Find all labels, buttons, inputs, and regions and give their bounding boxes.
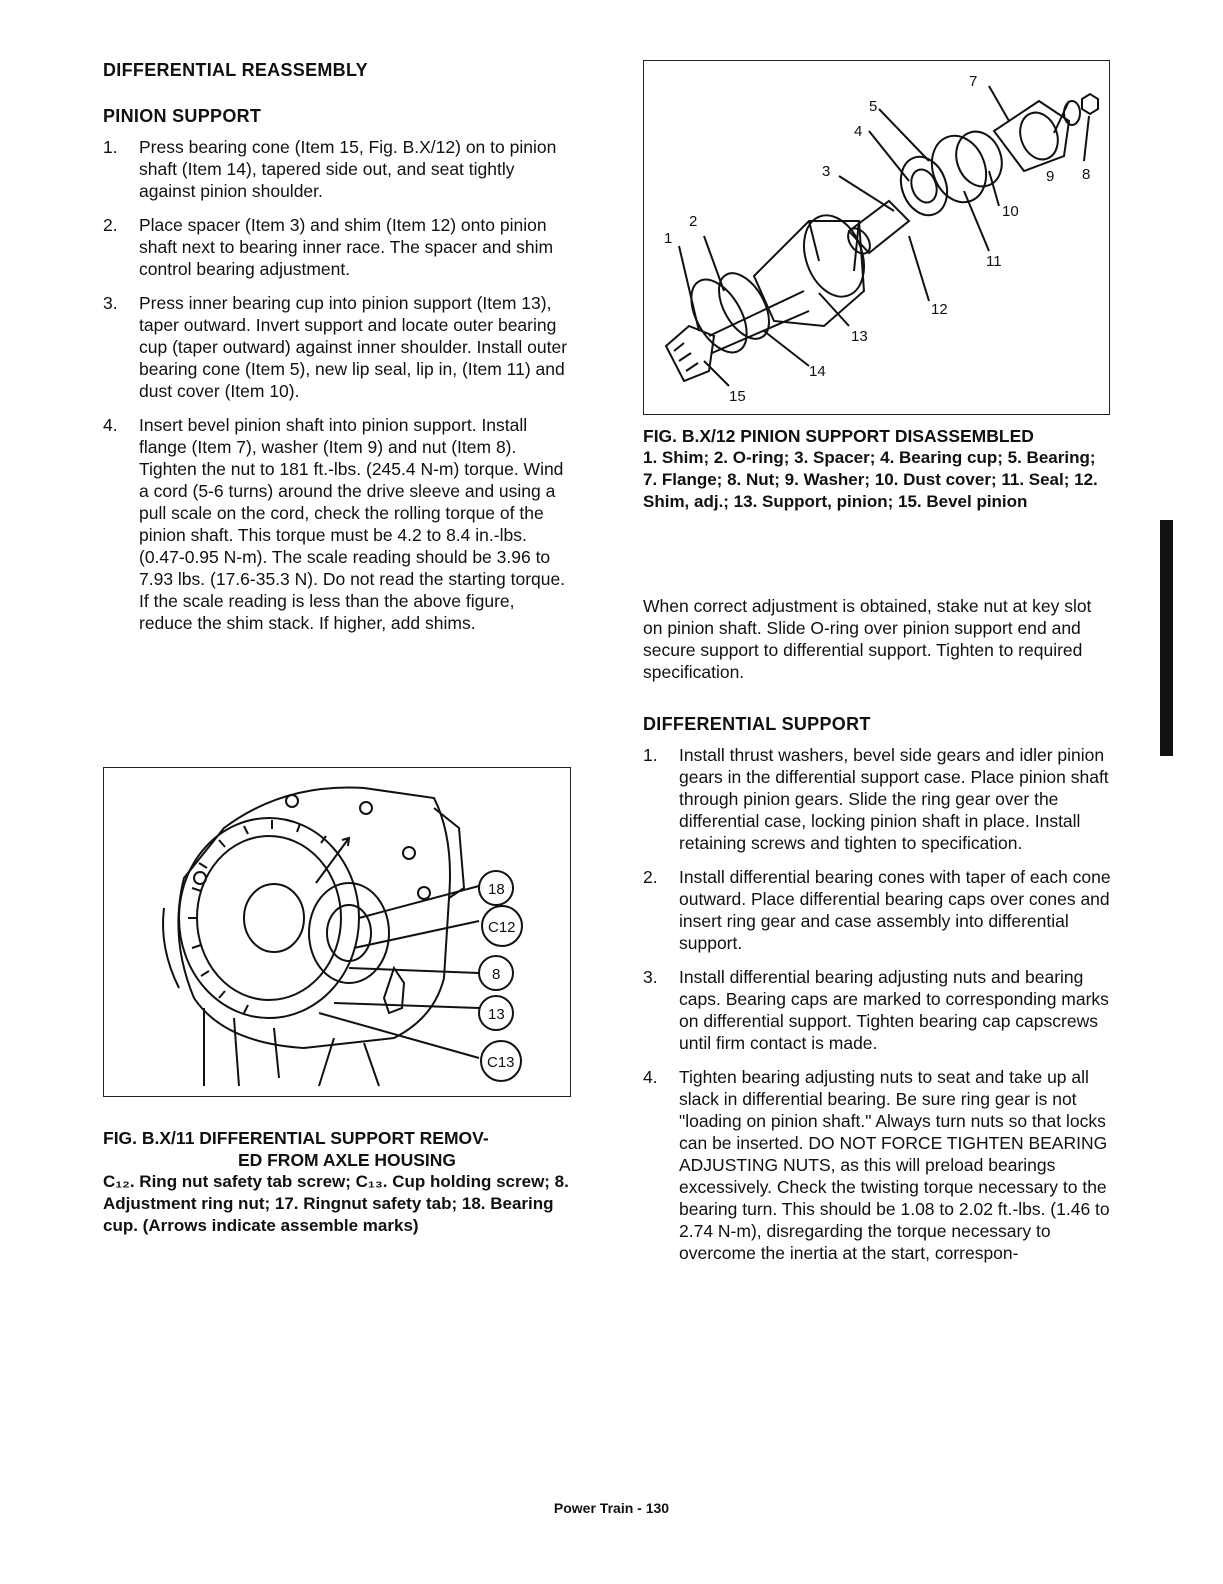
figure-pinion-support-disassembled (643, 60, 1110, 415)
figure-caption-b-x-12 (643, 425, 1111, 513)
list-item: 4. Insert bevel pinion shaft into pinion support. Install flange (Item 7), washer (Item 9) and nut (Item 8). Tighten the nut to 181 ft.-lbs. (245.4 N-m) torque. Wind a cord (5-6 turns) around the drive sleeve and using a pull scale on the cord, check the rolling torque of the pinion shaft. This torque must be 4.2 to 8.4 in.-lbs. (0.47-0.95 N-m). The scale reading should be 3.96 to 7.93 lbs. (17.6-35.3 N). Do not read the starting torque. If the scale reading is less than the above figure, reduce the shim stack. If higher, add shims. (103, 415, 566, 633)
part-label-1: 1 (664, 230, 673, 247)
figure-legend: C₁₂. Ring nut safety tab screw; C₁₃. Cup holding screw; 8. Adjustment ring nut; 17. Ringnut safety tab; 18. Bearing cup. (Arrows indicate assemble marks) (103, 1172, 569, 1235)
page-footer: Power Train - 130 (553, 1500, 670, 1516)
part-label-9: 9 (1046, 168, 1055, 185)
figure-title: FIG. B.X/11 DIFFERENTIAL SUPPORT REMOV- (103, 1128, 489, 1148)
callout-label-c13: C13 (487, 1054, 515, 1071)
figure-title-continued: ED FROM AXLE HOUSING (237, 1150, 457, 1170)
part-label-14: 14 (809, 363, 826, 380)
callout-label-8: 8 (492, 966, 501, 983)
part-label-8: 8 (1082, 166, 1091, 183)
callout-label-c12: C12 (488, 919, 516, 936)
section-heading-differential-support: DIFFERENTIAL SUPPORT (643, 714, 871, 734)
section-thumb-tab (1160, 520, 1173, 756)
callout-label-18: 18 (488, 881, 505, 898)
list-item: 1. Install thrust washers, bevel side gears and idler pinion gears in the differential support case. Place pinion shaft through pinion gears. Slide the ring gear over the differential case, locking pinion shaft in place. Install retaining screws and tighten to specification. (643, 745, 1109, 853)
list-item: 2. Place spacer (Item 3) and shim (Item 12) onto pinion shaft next to bearing inner race. The spacer and shim control bearing adjustment. (103, 215, 554, 279)
part-label-13: 13 (851, 328, 868, 345)
differential-support-illustration (104, 768, 570, 1096)
part-label-7: 7 (969, 73, 978, 90)
figure-title: FIG. B.X/12 PINION SUPPORT DISASSEMBLED (643, 426, 1034, 446)
list-item: 3. Install differential bearing adjusting nuts and bearing caps. Bearing caps are marked to corresponding marks on differential support. Tighten bearing cap capscrews until firm contact is made. (643, 967, 1109, 1053)
pinion-support-exploded-illustration (644, 61, 1109, 414)
list-item: 4. Tighten bearing adjusting nuts to seat and take up all slack in differential bearing. Be sure ring gear is not "loading on pinion shaft." Always turn nuts so that locks can be inserted. DO NOT FORCE TIGHTEN BEARING ADJUSTING NUTS, as this will preload bearings excessively. Check the twisting torque necessary to the bearing turn. This should be 1.08 to 2.02 ft.-lbs. (1.46 to 2.74 N-m), disregarding the torque necessary to overcome the inertia at the start, correspon- (643, 1067, 1110, 1263)
part-label-3: 3 (822, 163, 831, 180)
part-label-4: 4 (854, 123, 863, 140)
part-label-15: 15 (729, 388, 746, 405)
figure-differential-support (103, 767, 571, 1097)
part-label-12: 12 (931, 301, 948, 318)
figure-caption-b-x-11 (103, 1127, 571, 1237)
pinion-support-steps (103, 136, 571, 634)
part-label-2: 2 (689, 213, 698, 230)
part-label-5: 5 (869, 98, 878, 115)
differential-support-section (643, 712, 1111, 1276)
differential-support-steps (643, 744, 1111, 1264)
list-item: 1. Press bearing cone (Item 15, Fig. B.X/12) on to pinion shaft (Item 14), tapered side out, and seat tightly against pinion shoulder. (103, 137, 557, 201)
page-title: DIFFERENTIAL REASSEMBLY (103, 60, 368, 80)
figure-legend: 1. Shim; 2. O-ring; 3. Spacer; 4. Bearing cup; 5. Bearing; 7. Flange; 8. Nut; 9. Washer; 10. Dust cover; 11. Seal; 12. Shim, adj.; 13. Support, pinion; 15. Bevel pinion (643, 448, 1098, 511)
stake-nut-paragraph: When correct adjustment is obtained, stake nut at key slot on pinion shaft. Slide O-ring over pinion support end and secure support to differential support. Tighten to required specification. (643, 596, 1092, 682)
list-item: 2. Install differential bearing cones with taper of each cone outward. Place differential bearing caps over cones and insert ring gear and case assembly into differential support. (643, 867, 1111, 953)
callout-label-13: 13 (488, 1006, 505, 1023)
part-label-11: 11 (986, 253, 1002, 270)
list-item: 3. Press inner bearing cup into pinion support (Item 13), taper outward. Invert support and locate outer bearing cup (taper outward) against inner shoulder. Install outer bearing cone (Item 5), new lip seal, lip in, (Item 11) and dust cover (Item 10). (103, 293, 568, 401)
part-label-10: 10 (1002, 203, 1019, 220)
left-column (103, 58, 571, 646)
section-heading-pinion-support: PINION SUPPORT (103, 106, 262, 126)
